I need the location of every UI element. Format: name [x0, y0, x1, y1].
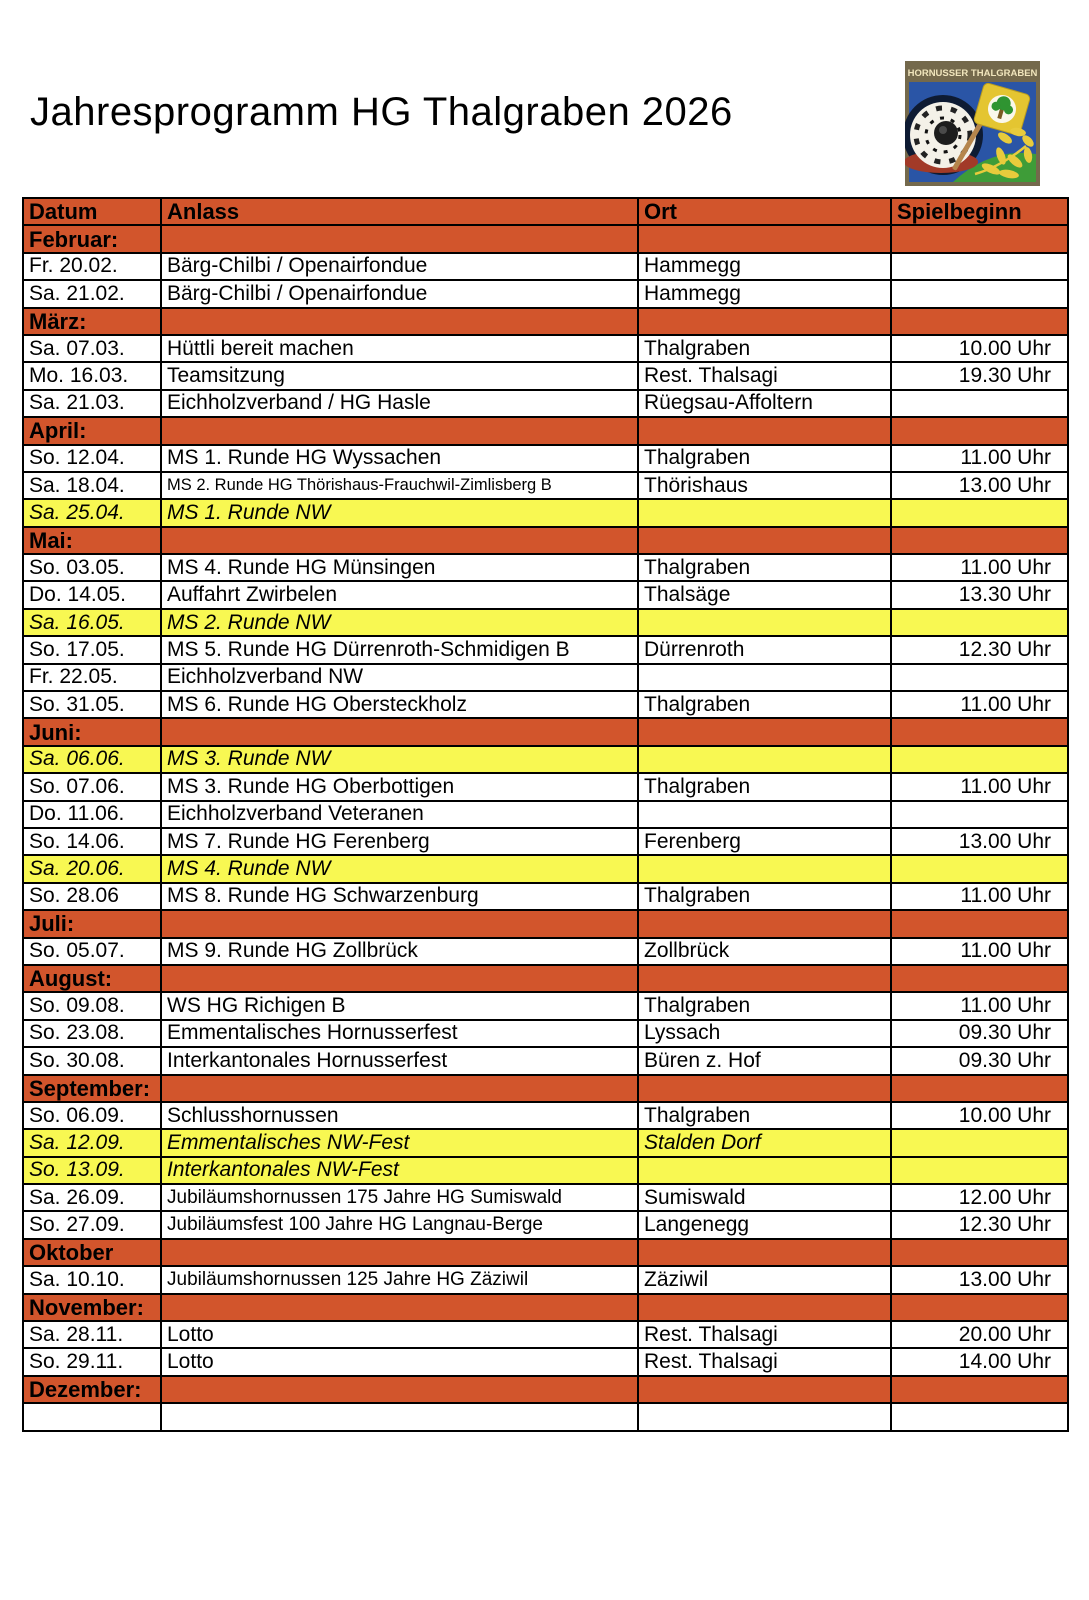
- ort-cell: Thörishaus: [638, 472, 891, 499]
- datum-cell: So. 13.09.: [23, 1157, 161, 1184]
- anlass-cell: Bärg-Chilbi / Openairfondue: [161, 280, 638, 307]
- ort-cell: [638, 1239, 891, 1266]
- month-row: [23, 527, 1068, 554]
- anlass-cell: MS 7. Runde HG Ferenberg: [161, 828, 638, 855]
- ort-cell: Rest. Thalsagi: [638, 1348, 891, 1375]
- month-row: [23, 308, 1068, 335]
- datum-cell: Sa. 10.10.: [23, 1266, 161, 1293]
- ort-cell: [638, 499, 891, 526]
- anlass-cell: MS 4. Runde HG Münsingen: [161, 554, 638, 581]
- anlass-cell: Lotto: [161, 1321, 638, 1348]
- datum-cell: Dezember:: [23, 1376, 161, 1403]
- spielbeginn-cell: 11.00 Uhr: [891, 445, 1068, 472]
- event-row: [23, 1211, 1068, 1238]
- ort-cell: Thalgraben: [638, 992, 891, 1019]
- datum-cell: Sa. 28.11.: [23, 1321, 161, 1348]
- datum-cell: So. 28.06: [23, 883, 161, 910]
- spielbeginn-cell: [891, 1294, 1068, 1321]
- spielbeginn-cell: 13.00 Uhr: [891, 828, 1068, 855]
- datum-cell: So. 30.08.: [23, 1047, 161, 1074]
- event-row: [23, 1184, 1068, 1211]
- event-row: [23, 1020, 1068, 1047]
- spielbeginn-cell: 12.30 Uhr: [891, 636, 1068, 663]
- event-row: [23, 992, 1068, 1019]
- spielbeginn-cell: [891, 527, 1068, 554]
- event-row: [23, 362, 1068, 389]
- spielbeginn-cell: 14.00 Uhr: [891, 1348, 1068, 1375]
- datum-cell: Sa. 06.06.: [23, 746, 161, 773]
- anlass-cell: [161, 417, 638, 444]
- datum-cell: Sa. 25.04.: [23, 499, 161, 526]
- ort-cell: [638, 664, 891, 691]
- datum-cell: Fr. 20.02.: [23, 253, 161, 280]
- event-row: [23, 664, 1068, 691]
- spielbeginn-cell: 10.00 Uhr: [891, 1102, 1068, 1129]
- anlass-cell: MS 1. Runde NW: [161, 499, 638, 526]
- spielbeginn-cell: [891, 801, 1068, 828]
- spielbeginn-cell: [891, 609, 1068, 636]
- event-row: [23, 390, 1068, 417]
- ort-cell: Ferenberg: [638, 828, 891, 855]
- anlass-cell: MS 3. Runde HG Oberbottigen: [161, 773, 638, 800]
- ort-cell: [638, 1294, 891, 1321]
- anlass-cell: Jubiläumsfest 100 Jahre HG Langnau-Berge: [161, 1211, 638, 1238]
- ort-cell: [638, 718, 891, 745]
- datum-cell: August:: [23, 965, 161, 992]
- event-row: [23, 828, 1068, 855]
- ort-cell: Rest. Thalsagi: [638, 1321, 891, 1348]
- spielbeginn-cell: [891, 965, 1068, 992]
- anlass-cell: [161, 1075, 638, 1102]
- spielbeginn-cell: [891, 1239, 1068, 1266]
- month-row: [23, 910, 1068, 937]
- month-row: [23, 417, 1068, 444]
- datum-cell: So. 07.06.: [23, 773, 161, 800]
- ort-cell: [638, 855, 891, 882]
- event-row: [23, 280, 1068, 307]
- club-logo-artwork: [905, 61, 1040, 186]
- ort-cell: [638, 1157, 891, 1184]
- event-row: [23, 581, 1068, 608]
- event-row: [23, 691, 1068, 718]
- datum-cell: So. 29.11.: [23, 1348, 161, 1375]
- ort-cell: [638, 1376, 891, 1403]
- spielbeginn-cell: [891, 664, 1068, 691]
- anlass-cell: MS 9. Runde HG Zollbrück: [161, 938, 638, 965]
- datum-cell: Mai:: [23, 527, 161, 554]
- spielbeginn-cell: [891, 1129, 1068, 1156]
- datum-cell: November:: [23, 1294, 161, 1321]
- anlass-cell: MS 1. Runde HG Wyssachen: [161, 445, 638, 472]
- spielbeginn-cell: [891, 308, 1068, 335]
- ort-cell: Thalgraben: [638, 883, 891, 910]
- month-row: [23, 1239, 1068, 1266]
- ort-cell: Thalgraben: [638, 554, 891, 581]
- ort-cell: Thalgraben: [638, 335, 891, 362]
- datum-cell: So. 09.08.: [23, 992, 161, 1019]
- spielbeginn-cell: 09.30 Uhr: [891, 1020, 1068, 1047]
- anlass-cell: [161, 910, 638, 937]
- column-header-datum: Datum: [23, 198, 161, 225]
- logo-banner-text: HORNUSSER THALGRABEN: [907, 68, 1038, 79]
- program-table: [22, 197, 1069, 1432]
- ort-cell: Thalgraben: [638, 691, 891, 718]
- anlass-cell: MS 2. Runde NW: [161, 609, 638, 636]
- spielbeginn-cell: 11.00 Uhr: [891, 992, 1068, 1019]
- ort-cell: Thalsäge: [638, 581, 891, 608]
- datum-cell: So. 14.06.: [23, 828, 161, 855]
- anlass-cell: Lotto: [161, 1348, 638, 1375]
- spielbeginn-cell: 13.00 Uhr: [891, 1266, 1068, 1293]
- anlass-cell: Teamsitzung: [161, 362, 638, 389]
- column-header-spielbeginn: Spielbeginn: [891, 198, 1068, 225]
- event-row: [23, 746, 1068, 773]
- event-row: [23, 335, 1068, 362]
- spielbeginn-cell: [891, 1157, 1068, 1184]
- ort-cell: Dürrenroth: [638, 636, 891, 663]
- spielbeginn-cell: 13.30 Uhr: [891, 581, 1068, 608]
- datum-cell: Sa. 16.05.: [23, 609, 161, 636]
- ort-cell: [638, 1403, 891, 1430]
- spielbeginn-cell: 11.00 Uhr: [891, 883, 1068, 910]
- anlass-cell: Bärg-Chilbi / Openairfondue: [161, 253, 638, 280]
- datum-cell: Do. 14.05.: [23, 581, 161, 608]
- spielbeginn-cell: 10.00 Uhr: [891, 335, 1068, 362]
- datum-cell: Februar:: [23, 225, 161, 252]
- anlass-cell: MS 8. Runde HG Schwarzenburg: [161, 883, 638, 910]
- month-row: [23, 225, 1068, 252]
- spielbeginn-cell: [891, 1403, 1068, 1430]
- spielbeginn-cell: [891, 280, 1068, 307]
- header-row: [23, 198, 1068, 225]
- datum-cell: Oktober: [23, 1239, 161, 1266]
- event-row: [23, 801, 1068, 828]
- event-row: [23, 1047, 1068, 1074]
- ort-cell: [638, 1075, 891, 1102]
- ort-cell: Thalgraben: [638, 773, 891, 800]
- event-row: [23, 773, 1068, 800]
- event-row: [23, 1348, 1068, 1375]
- spielbeginn-cell: [891, 225, 1068, 252]
- ort-cell: [638, 910, 891, 937]
- ort-cell: Rüegsau-Affoltern: [638, 390, 891, 417]
- anlass-cell: [161, 308, 638, 335]
- spielbeginn-cell: [891, 253, 1068, 280]
- month-row: [23, 1075, 1068, 1102]
- datum-cell: September:: [23, 1075, 161, 1102]
- ort-cell: Stalden Dorf: [638, 1129, 891, 1156]
- anlass-cell: [161, 1403, 638, 1430]
- anlass-cell: Schlusshornussen: [161, 1102, 638, 1129]
- ort-cell: Büren z. Hof: [638, 1047, 891, 1074]
- datum-cell: Sa. 18.04.: [23, 472, 161, 499]
- event-row: [23, 445, 1068, 472]
- event-row: [23, 1321, 1068, 1348]
- spielbeginn-cell: 11.00 Uhr: [891, 773, 1068, 800]
- spielbeginn-cell: 11.00 Uhr: [891, 938, 1068, 965]
- ort-cell: Sumiswald: [638, 1184, 891, 1211]
- datum-cell: Sa. 21.03.: [23, 390, 161, 417]
- anlass-cell: [161, 1239, 638, 1266]
- datum-cell: Sa. 07.03.: [23, 335, 161, 362]
- ort-cell: Hammegg: [638, 253, 891, 280]
- ort-cell: Langenegg: [638, 1211, 891, 1238]
- datum-cell: So. 03.05.: [23, 554, 161, 581]
- event-row: [23, 883, 1068, 910]
- anlass-cell: Eichholzverband Veteranen: [161, 801, 638, 828]
- spielbeginn-cell: 13.00 Uhr: [891, 472, 1068, 499]
- anlass-cell: [161, 1294, 638, 1321]
- anlass-cell: Jubiläumshornussen 125 Jahre HG Zäziwil: [161, 1266, 638, 1293]
- ort-cell: Thalgraben: [638, 1102, 891, 1129]
- ort-cell: [638, 801, 891, 828]
- datum-cell: So. 05.07.: [23, 938, 161, 965]
- spielbeginn-cell: 11.00 Uhr: [891, 691, 1068, 718]
- ort-cell: Zollbrück: [638, 938, 891, 965]
- datum-cell: Mo. 16.03.: [23, 362, 161, 389]
- event-row: [23, 499, 1068, 526]
- anlass-cell: [161, 1376, 638, 1403]
- anlass-cell: [161, 225, 638, 252]
- month-row: [23, 1294, 1068, 1321]
- anlass-cell: WS HG Richigen B: [161, 992, 638, 1019]
- event-row: [23, 1129, 1068, 1156]
- datum-cell: April:: [23, 417, 161, 444]
- event-row: [23, 1102, 1068, 1129]
- anlass-cell: Interkantonales Hornusserfest: [161, 1047, 638, 1074]
- ort-cell: Lyssach: [638, 1020, 891, 1047]
- event-row: [23, 609, 1068, 636]
- event-row: [23, 636, 1068, 663]
- anlass-cell: MS 2. Runde HG Thörishaus-Frauchwil-Zimlisberg B: [161, 472, 638, 499]
- event-row: [23, 938, 1068, 965]
- month-row: [23, 965, 1068, 992]
- anlass-cell: Eichholzverband NW: [161, 664, 638, 691]
- datum-cell: So. 12.04.: [23, 445, 161, 472]
- spielbeginn-cell: 12.00 Uhr: [891, 1184, 1068, 1211]
- spielbeginn-cell: 20.00 Uhr: [891, 1321, 1068, 1348]
- ort-cell: [638, 965, 891, 992]
- anlass-cell: Emmentalisches Hornusserfest: [161, 1020, 638, 1047]
- ort-cell: [638, 417, 891, 444]
- datum-cell: Fr. 22.05.: [23, 664, 161, 691]
- datum-cell: März:: [23, 308, 161, 335]
- event-row: [23, 855, 1068, 882]
- spielbeginn-cell: [891, 746, 1068, 773]
- column-header-anlass: Anlass: [161, 198, 638, 225]
- spielbeginn-cell: [891, 417, 1068, 444]
- spielbeginn-cell: [891, 855, 1068, 882]
- datum-cell: Sa. 20.06.: [23, 855, 161, 882]
- datum-cell: So. 17.05.: [23, 636, 161, 663]
- anlass-cell: Interkantonales NW-Fest: [161, 1157, 638, 1184]
- spielbeginn-cell: 09.30 Uhr: [891, 1047, 1068, 1074]
- ort-cell: [638, 746, 891, 773]
- ort-cell: Rest. Thalsagi: [638, 362, 891, 389]
- spielbeginn-cell: [891, 1376, 1068, 1403]
- page-title: Jahresprogramm HG Thalgraben 2026: [30, 90, 733, 134]
- datum-cell: So. 06.09.: [23, 1102, 161, 1129]
- ort-cell: Thalgraben: [638, 445, 891, 472]
- datum-cell: So. 31.05.: [23, 691, 161, 718]
- event-row: [23, 554, 1068, 581]
- spielbeginn-cell: 12.30 Uhr: [891, 1211, 1068, 1238]
- spielbeginn-cell: [891, 718, 1068, 745]
- datum-cell: [23, 1403, 161, 1430]
- ort-cell: [638, 308, 891, 335]
- ort-cell: [638, 225, 891, 252]
- datum-cell: Sa. 21.02.: [23, 280, 161, 307]
- anlass-cell: Jubiläumshornussen 175 Jahre HG Sumiswald: [161, 1184, 638, 1211]
- datum-cell: Do. 11.06.: [23, 801, 161, 828]
- ort-cell: [638, 527, 891, 554]
- spielbeginn-cell: 11.00 Uhr: [891, 554, 1068, 581]
- anlass-cell: [161, 965, 638, 992]
- event-row: [23, 1157, 1068, 1184]
- anlass-cell: [161, 527, 638, 554]
- anlass-cell: Auffahrt Zwirbelen: [161, 581, 638, 608]
- ort-cell: [638, 609, 891, 636]
- ort-cell: Zäziwil: [638, 1266, 891, 1293]
- datum-cell: Juni:: [23, 718, 161, 745]
- event-row: [23, 253, 1068, 280]
- anlass-cell: [161, 718, 638, 745]
- datum-cell: Sa. 26.09.: [23, 1184, 161, 1211]
- anlass-cell: MS 6. Runde HG Obersteckholz: [161, 691, 638, 718]
- anlass-cell: Hüttli bereit machen: [161, 335, 638, 362]
- spielbeginn-cell: 19.30 Uhr: [891, 362, 1068, 389]
- month-row: [23, 718, 1068, 745]
- anlass-cell: MS 4. Runde NW: [161, 855, 638, 882]
- month-row: [23, 1376, 1068, 1403]
- empty-row: [23, 1403, 1068, 1430]
- event-row: [23, 472, 1068, 499]
- anlass-cell: Eichholzverband / HG Hasle: [161, 390, 638, 417]
- club-logo: [905, 61, 1040, 186]
- anlass-cell: Emmentalisches NW-Fest: [161, 1129, 638, 1156]
- spielbeginn-cell: [891, 390, 1068, 417]
- anlass-cell: MS 5. Runde HG Dürrenroth-Schmidigen B: [161, 636, 638, 663]
- spielbeginn-cell: [891, 499, 1068, 526]
- event-row: [23, 1266, 1068, 1293]
- anlass-cell: MS 3. Runde NW: [161, 746, 638, 773]
- datum-cell: Sa. 12.09.: [23, 1129, 161, 1156]
- spielbeginn-cell: [891, 910, 1068, 937]
- datum-cell: So. 23.08.: [23, 1020, 161, 1047]
- column-header-ort: Ort: [638, 198, 891, 225]
- ort-cell: Hammegg: [638, 280, 891, 307]
- datum-cell: Juli:: [23, 910, 161, 937]
- spielbeginn-cell: [891, 1075, 1068, 1102]
- datum-cell: So. 27.09.: [23, 1211, 161, 1238]
